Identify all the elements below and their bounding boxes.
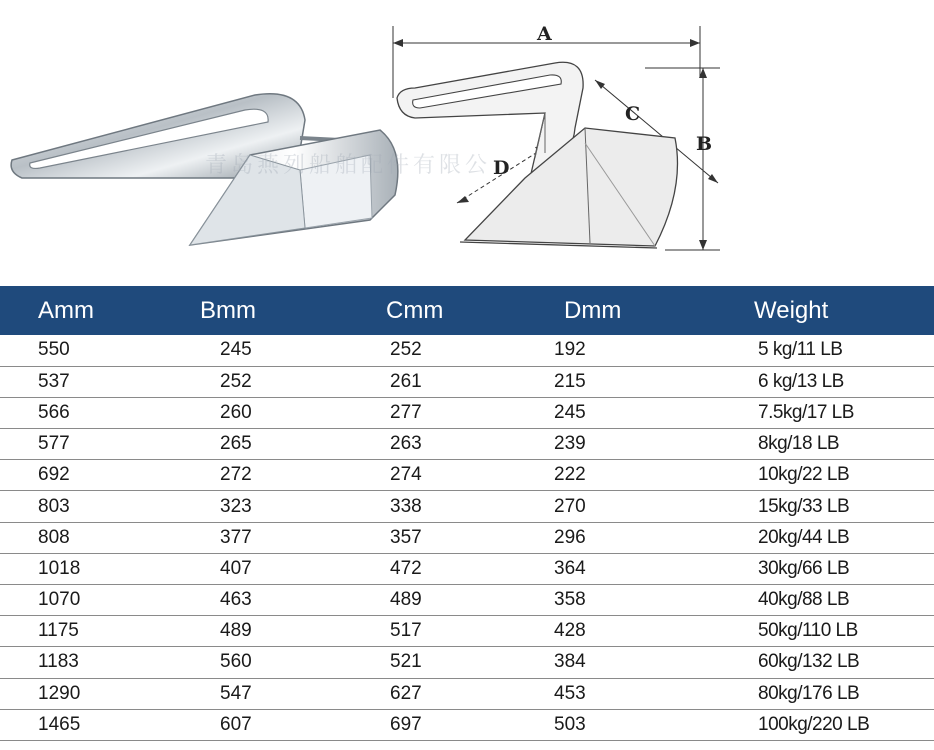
watermark-text: 青岛燕列船舶配件有限公 xyxy=(205,153,492,178)
cell-cmm: 261 xyxy=(350,366,526,397)
table-row xyxy=(0,522,934,553)
cell-amm: 1465 xyxy=(0,709,168,740)
cell-amm: 1175 xyxy=(0,616,168,647)
cell-bmm: 547 xyxy=(168,678,350,709)
table-row xyxy=(0,397,934,428)
cell-cmm: 697 xyxy=(350,709,526,740)
cell-bmm: 377 xyxy=(168,522,350,553)
cell-weight: 50kg/110 LB xyxy=(714,616,934,647)
table-row xyxy=(0,429,934,460)
cell-amm: 577 xyxy=(0,429,168,460)
cell-bmm: 560 xyxy=(168,647,350,678)
cell-amm: 566 xyxy=(0,397,168,428)
table-row xyxy=(0,585,934,616)
table-row xyxy=(0,616,934,647)
cell-cmm: 627 xyxy=(350,678,526,709)
cell-amm: 1018 xyxy=(0,553,168,584)
table-row xyxy=(0,647,934,678)
cell-cmm: 517 xyxy=(350,616,526,647)
cell-weight: 60kg/132 LB xyxy=(714,647,934,678)
cell-cmm: 338 xyxy=(350,491,526,522)
header-dmm: Dmm xyxy=(564,296,622,324)
dimension-c-label: C xyxy=(625,103,641,125)
cell-weight: 10kg/22 LB xyxy=(714,460,934,491)
dimension-a-label: A xyxy=(537,23,552,45)
table-row xyxy=(0,366,934,397)
spec-table xyxy=(0,286,934,741)
cell-weight: 100kg/220 LB xyxy=(714,709,934,740)
header-amm: Amm xyxy=(38,296,94,324)
cell-dmm: 192 xyxy=(526,335,714,366)
cell-bmm: 252 xyxy=(168,366,350,397)
cell-amm: 550 xyxy=(0,335,168,366)
cell-amm: 808 xyxy=(0,522,168,553)
cell-dmm: 222 xyxy=(526,460,714,491)
cell-bmm: 463 xyxy=(168,585,350,616)
cell-cmm: 472 xyxy=(350,553,526,584)
table-row xyxy=(0,678,934,709)
cell-dmm: 364 xyxy=(526,553,714,584)
cell-weight: 7.5kg/17 LB xyxy=(714,397,934,428)
header-cmm: Cmm xyxy=(386,296,444,324)
cell-dmm: 453 xyxy=(526,678,714,709)
cell-amm: 803 xyxy=(0,491,168,522)
anchor-dimension-diagram xyxy=(385,18,750,273)
cell-cmm: 277 xyxy=(350,397,526,428)
cell-dmm: 296 xyxy=(526,522,714,553)
cell-dmm: 428 xyxy=(526,616,714,647)
cell-cmm: 357 xyxy=(350,522,526,553)
dimension-d-label: D xyxy=(493,157,510,179)
header-bmm: Bmm xyxy=(200,296,256,324)
cell-cmm: 263 xyxy=(350,429,526,460)
cell-bmm: 245 xyxy=(168,335,350,366)
cell-weight: 30kg/66 LB xyxy=(714,553,934,584)
cell-bmm: 272 xyxy=(168,460,350,491)
header-weight: Weight xyxy=(754,296,829,324)
cell-dmm: 245 xyxy=(526,397,714,428)
cell-amm: 537 xyxy=(0,366,168,397)
cell-weight: 6 kg/13 LB xyxy=(714,366,934,397)
cell-dmm: 503 xyxy=(526,709,714,740)
cell-amm: 692 xyxy=(0,460,168,491)
cell-cmm: 489 xyxy=(350,585,526,616)
cell-dmm: 270 xyxy=(526,491,714,522)
table-row xyxy=(0,491,934,522)
cell-bmm: 489 xyxy=(168,616,350,647)
cell-bmm: 260 xyxy=(168,397,350,428)
cell-weight: 15kg/33 LB xyxy=(714,491,934,522)
cell-bmm: 323 xyxy=(168,491,350,522)
cell-amm: 1290 xyxy=(0,678,168,709)
dimension-b-label: B xyxy=(696,133,713,155)
cell-weight: 8kg/18 LB xyxy=(714,429,934,460)
table-row xyxy=(0,335,934,366)
cell-dmm: 215 xyxy=(526,366,714,397)
cell-dmm: 358 xyxy=(526,585,714,616)
cell-bmm: 265 xyxy=(168,429,350,460)
cell-weight: 80kg/176 LB xyxy=(714,678,934,709)
cell-dmm: 239 xyxy=(526,429,714,460)
cell-amm: 1070 xyxy=(0,585,168,616)
cell-weight: 20kg/44 LB xyxy=(714,522,934,553)
table-header-row xyxy=(0,286,934,335)
cell-cmm: 274 xyxy=(350,460,526,491)
cell-weight: 40kg/88 LB xyxy=(714,585,934,616)
cell-weight: 5 kg/11 LB xyxy=(714,335,934,366)
cell-cmm: 521 xyxy=(350,647,526,678)
cell-dmm: 384 xyxy=(526,647,714,678)
cell-amm: 1183 xyxy=(0,647,168,678)
table-row xyxy=(0,460,934,491)
table-row xyxy=(0,709,934,740)
cell-bmm: 407 xyxy=(168,553,350,584)
table-body xyxy=(0,335,934,740)
cell-bmm: 607 xyxy=(168,709,350,740)
table-row xyxy=(0,553,934,584)
cell-cmm: 252 xyxy=(350,335,526,366)
product-figure-area xyxy=(0,0,750,285)
